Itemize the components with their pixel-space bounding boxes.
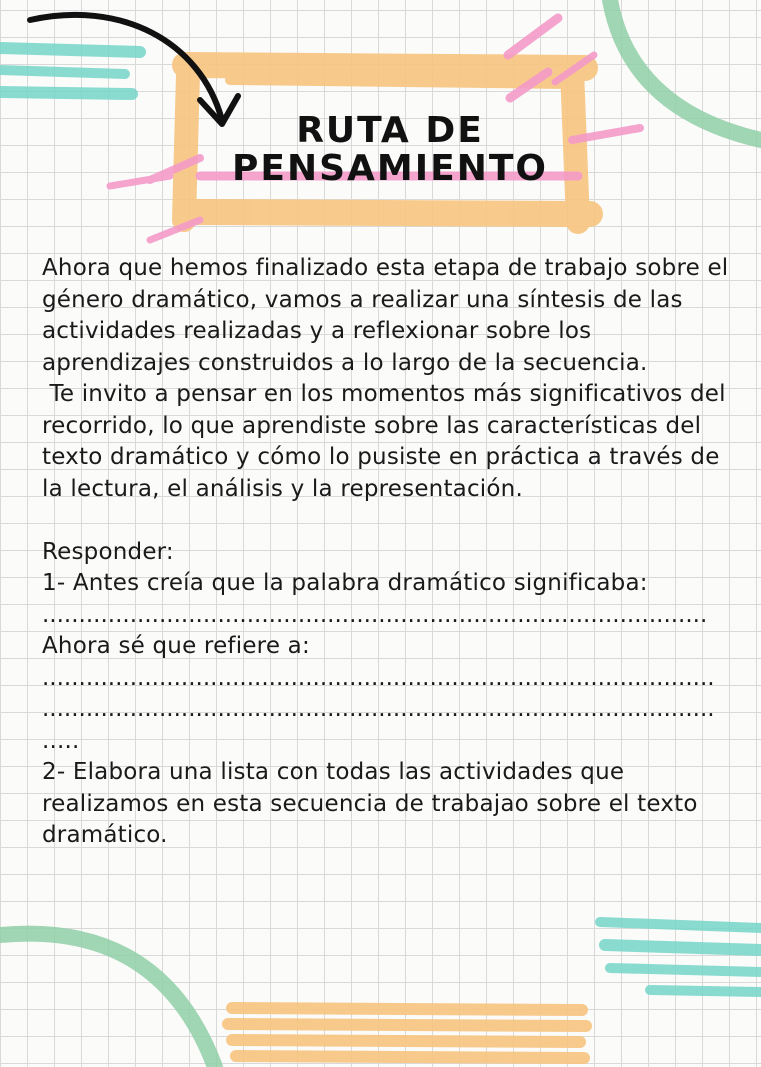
answer-line-2: ............................................................................................: [42, 664, 715, 691]
question-1-followup: Ahora sé que refiere a:: [42, 633, 310, 659]
arrow-icon: [30, 15, 238, 124]
question-1: 1- Antes creía que la palabra dramático significaba:: [42, 570, 648, 596]
title-line-1: RUTA DE: [296, 110, 484, 151]
teal-strokes-bottom-right: [600, 922, 761, 992]
page-title: [200, 112, 580, 188]
green-arc-bottom-left: [0, 934, 215, 1067]
title-line-2: PENSAMIENTO: [232, 148, 548, 189]
worksheet-body: [42, 253, 742, 852]
intro-paragraph-2: Te invito a pensar en los momentos más significativos del recorrido, lo que aprendiste sobre las características del texto dramático y cómo lo pusiste en práctica a través de la lectura, el análisis y la representación.: [42, 381, 734, 502]
answer-line-4: .....: [42, 727, 80, 754]
green-arc-top-right: [610, 0, 761, 140]
teal-strokes-top-left: [0, 48, 140, 94]
question-2: 2- Elabora una lista con todas las actividades que realizamos en esta secuencia de trabajao sobre el texto dramático.: [42, 759, 698, 848]
answer-line-1: ...........................................................................................: [42, 601, 708, 628]
answer-line-3: ............................................................................................: [42, 696, 715, 722]
intro-paragraph-1: Ahora que hemos finalizado esta etapa de trabajo sobre el género dramático, vamos a realizar una síntesis de las actividades realizadas y a reflexionar sobre los aprendizajes construidos a lo largo de la secuencia.: [42, 255, 729, 376]
questions-heading: Responder:: [42, 538, 174, 565]
orange-strokes-bottom: [228, 1008, 586, 1058]
spacer: [42, 505, 742, 537]
